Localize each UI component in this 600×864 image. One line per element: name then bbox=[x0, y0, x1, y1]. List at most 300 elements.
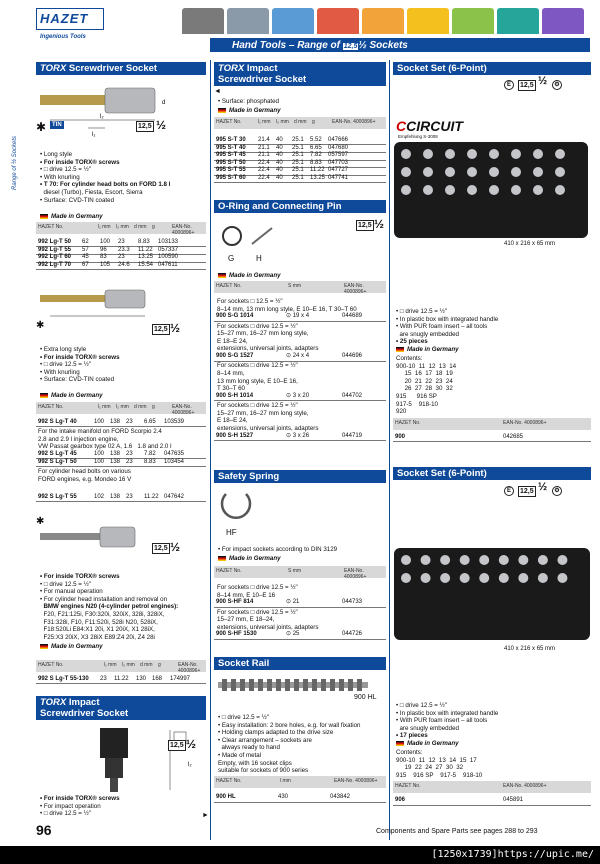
socket-clip bbox=[321, 679, 326, 691]
table-header bbox=[214, 117, 386, 129]
socket-piece bbox=[538, 555, 548, 565]
table-header bbox=[214, 281, 386, 293]
table-cell: 130 bbox=[136, 676, 147, 682]
germany-flag-icon bbox=[40, 214, 48, 219]
socket-piece bbox=[555, 185, 565, 195]
desc-line: For sockets □ drive 12.5 = ½" bbox=[217, 322, 298, 330]
feature-line: • In plastic box with integrated handle bbox=[396, 315, 499, 323]
desc-line: For sockets □ 12.5 = ½" bbox=[217, 298, 283, 305]
feature-line: • □ drive 12.5 = ½" bbox=[40, 361, 91, 369]
table-header bbox=[393, 781, 591, 793]
table-cell: 995 S-T 45 bbox=[216, 152, 246, 159]
table-header-cell: g bbox=[158, 662, 161, 668]
table-cell: 11.22 bbox=[138, 246, 153, 253]
table-cell: 992 S Lg-T 50 bbox=[38, 458, 77, 465]
fraction-label-3: ½ bbox=[170, 540, 181, 554]
germany-flag-icon bbox=[396, 741, 404, 746]
table-header-cell: HAZET No. bbox=[395, 419, 421, 426]
socket-clip bbox=[276, 679, 281, 691]
desc-line: extensions, universal joints, adapters bbox=[217, 425, 319, 432]
table-cell: 174997 bbox=[170, 676, 191, 682]
feature-line: BMW engines N20 (4-cylinder petrol engines): bbox=[40, 603, 179, 611]
table-row bbox=[393, 797, 591, 805]
row-rule bbox=[214, 607, 386, 608]
oring-header bbox=[214, 200, 386, 213]
feature-line: • Made of metal bbox=[218, 752, 262, 759]
fraction-label: ½ bbox=[538, 75, 548, 87]
socket-piece bbox=[518, 555, 528, 565]
feature-line: • Clear arrangement – sockets are bbox=[218, 736, 312, 744]
row-rule bbox=[214, 400, 386, 401]
row-rule bbox=[214, 639, 386, 640]
socket-set-1-image bbox=[394, 140, 590, 240]
oring-label-h: H bbox=[256, 254, 262, 263]
safety-spring-label: HF bbox=[226, 528, 237, 537]
socket-piece bbox=[499, 555, 509, 565]
row-rule bbox=[36, 501, 206, 502]
socket-piece bbox=[518, 573, 528, 583]
impact-socket-title-line2: Screwdriver Socket bbox=[218, 74, 307, 85]
impact-title-line1: Impact bbox=[66, 697, 100, 708]
table-cell: 138 bbox=[110, 494, 121, 500]
table-cell: 6.65 bbox=[144, 419, 156, 425]
table-header-cell: g bbox=[152, 224, 155, 230]
socket-clip bbox=[312, 679, 317, 691]
note-line: For the intake manifold on FORD Scorpio 2.4 bbox=[38, 428, 162, 435]
table-cell: 13.25 bbox=[138, 254, 154, 261]
made-in-text: Made in Germany bbox=[407, 346, 459, 353]
feature-line: F20, F21:125i, F30:320i, 320iX, 328i, 328iX, bbox=[40, 611, 165, 618]
table-header-cell: l₁ mm bbox=[104, 662, 117, 668]
feature-line: are snugly embedded bbox=[396, 330, 459, 338]
table-cell: 8.83 bbox=[144, 458, 156, 465]
table-cell: ⊙ 19 x 4 bbox=[286, 313, 310, 320]
gear-icon: ⚙ bbox=[552, 486, 562, 496]
table-cell: 047642 bbox=[164, 494, 185, 500]
title-fraction: ½ bbox=[358, 40, 367, 51]
table-header-cell: S mm bbox=[288, 568, 302, 574]
category-tab bbox=[407, 8, 449, 34]
table-header-cell: HAZET No. bbox=[216, 778, 242, 784]
table-cell: 900 S-H 1527 bbox=[216, 432, 254, 439]
ergonomic-badge: E bbox=[504, 486, 514, 496]
table-cell: 103539 bbox=[164, 419, 185, 425]
socket-piece bbox=[479, 573, 489, 583]
socket-clip bbox=[258, 679, 263, 691]
table-cell: 992 S Lg-T 55-130 bbox=[38, 676, 89, 682]
table-cell: 900 HL bbox=[216, 794, 236, 800]
socket-piece bbox=[511, 167, 521, 177]
feature-line: • With PUR foam insert – all tools bbox=[396, 717, 488, 725]
drive-badge-text: 12,5 bbox=[138, 123, 152, 130]
table-cell: 047666 bbox=[328, 137, 349, 143]
table-header-cell: d mm bbox=[134, 404, 147, 410]
feature-line: • In plastic box with integrated handle bbox=[396, 709, 499, 717]
socket-piece bbox=[489, 167, 499, 177]
circuit-sub: Empfehlung S-3008 bbox=[398, 134, 438, 139]
table-cell: 044689 bbox=[342, 313, 363, 320]
desc-line: extensions, universal joints, adapters bbox=[217, 623, 319, 631]
made-in-germany bbox=[40, 392, 103, 400]
table-cell: 7.82 bbox=[310, 152, 322, 159]
table-header-cell: HAZET No. bbox=[216, 283, 242, 289]
table-header-cell: HAZET No. bbox=[38, 224, 64, 230]
socket-clip bbox=[330, 679, 335, 691]
table-header-cell: g bbox=[312, 119, 315, 125]
drive-badge-3-text: 12,5 bbox=[154, 545, 168, 552]
contents-line: 19 22 24 27 30 32 bbox=[396, 764, 464, 772]
socket-piece bbox=[557, 573, 567, 583]
tagline: Ingenious Tools bbox=[40, 34, 86, 40]
table-cell: 047703 bbox=[328, 159, 349, 166]
fraction-label: ½ bbox=[538, 481, 548, 493]
desc-line: For sockets □ drive 12.5 = ½" bbox=[217, 608, 298, 616]
table-cell: 100 bbox=[100, 239, 111, 245]
feature-line: • For inside TORX® screws bbox=[40, 795, 120, 802]
table-cell: 047741 bbox=[328, 175, 349, 181]
feature-line: • For inside TORX® screws bbox=[40, 353, 120, 361]
table-cell: 40 bbox=[276, 152, 283, 159]
table-header-cell: S mm bbox=[288, 283, 302, 289]
page-number: 96 bbox=[36, 822, 52, 838]
table-cell: 044702 bbox=[342, 392, 363, 399]
table-cell: 995 S-T 60 bbox=[216, 175, 246, 181]
feature-line: • For impact operation bbox=[40, 802, 101, 810]
arrow-left-icon: ◄ bbox=[214, 88, 221, 95]
socket-set-2-header bbox=[393, 467, 591, 480]
table-header bbox=[36, 660, 206, 672]
table-header-cell: EAN-No. 4000896+ bbox=[503, 783, 547, 790]
table-header-cell: l mm bbox=[280, 778, 291, 784]
made-in-germany bbox=[40, 643, 103, 651]
table-cell: 13.25 bbox=[310, 175, 326, 181]
table-cell: ⊙ 3 x 20 bbox=[286, 392, 310, 399]
section-title: Screwdriver Socket bbox=[66, 63, 158, 74]
feature-line: • Surface: phosphated bbox=[218, 98, 279, 105]
table-header-cell: EAN-No. 4000896+ bbox=[334, 778, 378, 784]
contents-label: Contents: bbox=[396, 749, 423, 756]
table-cell: 24.6 bbox=[118, 261, 130, 268]
table-header-cell: l₂ mm bbox=[116, 224, 129, 230]
feature-line: • 25 pieces bbox=[396, 338, 428, 346]
desc-line: extensions, universal joints, adapters bbox=[217, 345, 319, 353]
drive-badge-4 bbox=[168, 740, 186, 751]
feature-line: • □ drive 12.5 = ½" bbox=[218, 714, 269, 721]
table-cell: 900 S-G 1014 bbox=[216, 313, 254, 320]
feature-line: • Surface: CVD-TIN coated bbox=[40, 376, 115, 384]
desc-line: E 18–E 24, bbox=[217, 417, 248, 425]
drive-badge-5-text: 12,5 bbox=[358, 222, 372, 229]
table-cell: 23 bbox=[126, 494, 133, 500]
table-cell: 430 bbox=[278, 794, 289, 800]
socket-piece bbox=[401, 185, 411, 195]
table-row bbox=[214, 631, 386, 639]
feature-line: Empty, with 16 socket clips bbox=[218, 759, 292, 767]
feature-line: F18:520Li E84:X1 20i, X1 20iX, X1 28iX, bbox=[40, 626, 155, 634]
table-header-cell: EAN-No. 4000896+ bbox=[344, 568, 367, 580]
table-header-cell: l₁ mm bbox=[98, 224, 111, 230]
drive-badge-2-text: 12,5 bbox=[154, 326, 168, 333]
socket-rail-header bbox=[214, 657, 386, 670]
socket-set-1-size: 410 x 216 x 65 mm bbox=[504, 241, 556, 247]
note-line: For cylinder head bolts on various bbox=[38, 468, 131, 475]
torx-brand: TORX bbox=[40, 63, 67, 74]
table-header-cell: EAN-No. 4000896+ bbox=[178, 662, 201, 674]
table-cell: 057597 bbox=[328, 152, 349, 159]
table-cell: 8.83 bbox=[138, 239, 150, 245]
table-cell: 83 bbox=[100, 254, 107, 261]
table-cell: 047680 bbox=[328, 144, 349, 151]
made-in-text: Made in Germany bbox=[229, 555, 281, 562]
feature-line: • Extra long style bbox=[40, 346, 87, 353]
desc-line: 8–14 mm, 13 mm long style, E 10–E 16, T 30–T 60 bbox=[217, 305, 357, 313]
desc-line: 13 mm long style, E 10–E 16, bbox=[217, 377, 298, 385]
table-cell: 15.54 bbox=[138, 261, 154, 268]
socket-piece bbox=[479, 555, 489, 565]
table-cell: 62 bbox=[82, 239, 89, 245]
germany-flag-icon bbox=[40, 393, 48, 398]
table-cell: 23 bbox=[126, 458, 133, 465]
made-in-germany bbox=[218, 555, 281, 563]
made-in-germany bbox=[40, 213, 103, 221]
feature-line: always ready to hand bbox=[218, 744, 280, 752]
socket-clip bbox=[303, 679, 308, 691]
desc-line: 15–27 mm, 16–27 mm long style, bbox=[217, 409, 309, 417]
socket-set-2-title: Socket Set (6-Point) bbox=[397, 468, 487, 479]
table-cell: 047611 bbox=[158, 261, 178, 268]
socket-set-1-title: Socket Set (6-Point) bbox=[397, 63, 487, 74]
table-cell: 995 S-T 50 bbox=[216, 159, 246, 166]
socket-piece bbox=[440, 555, 450, 565]
row-rule bbox=[36, 269, 206, 270]
socket-piece bbox=[445, 167, 455, 177]
footer-note: Components and Spare Parts see pages 288 to 293 bbox=[376, 828, 538, 835]
table-cell: 45 bbox=[82, 254, 89, 261]
socket-clip bbox=[357, 679, 362, 691]
torx-impact-screwdriver-header bbox=[36, 696, 206, 720]
row-rule bbox=[214, 361, 386, 362]
table-header bbox=[36, 222, 206, 234]
oring-label-g: G bbox=[228, 254, 235, 263]
desc-line: T 30–T 60 bbox=[217, 385, 245, 393]
feature-line: • 17 pieces bbox=[396, 732, 428, 740]
socket-piece bbox=[489, 149, 499, 159]
fraction-label: ½ bbox=[156, 118, 167, 132]
table-header bbox=[214, 776, 386, 788]
table-cell: 11.22 bbox=[310, 167, 325, 174]
contents-line: 20 21 22 23 24 bbox=[396, 377, 453, 385]
table-cell: 96 bbox=[100, 246, 107, 253]
table-cell: 25.1 bbox=[292, 167, 304, 174]
torx-extra-long-image bbox=[40, 286, 170, 336]
ergonomic-badge: E bbox=[504, 80, 514, 90]
feature-line: • Long style bbox=[40, 151, 73, 158]
table-header-cell: EAN-No. 4000896+ bbox=[344, 283, 367, 295]
page-title-text: Hand Tools – Range of bbox=[232, 40, 343, 51]
contents-line: 920 bbox=[396, 408, 407, 416]
made-in-germany bbox=[396, 740, 459, 748]
table-header-cell: HAZET No. bbox=[216, 119, 242, 125]
feature-line: • Holding clamps adapted to the drive size bbox=[218, 729, 334, 737]
table-cell: 102 bbox=[94, 494, 105, 500]
svg-text:d: d bbox=[162, 100, 166, 106]
column-divider-2 bbox=[389, 60, 390, 840]
table-header-cell: HAZET No. bbox=[38, 662, 64, 668]
desc-line: 8–14 mm, E 10–E 16 bbox=[217, 591, 276, 599]
table-header-cell: l₁ mm bbox=[98, 404, 111, 410]
table-cell: 900 S-HF 814 bbox=[216, 599, 254, 606]
table-header-cell: l₂ mm bbox=[116, 404, 129, 410]
table-cell: 105 bbox=[100, 261, 111, 268]
category-tab bbox=[542, 8, 584, 34]
table-cell: 100 bbox=[94, 419, 105, 425]
category-tab bbox=[452, 8, 494, 34]
desc-line: For sockets □ drive 12.5 = ½" bbox=[217, 584, 298, 591]
torx-bmw-socket-image bbox=[40, 515, 150, 565]
table-cell: 22.4 bbox=[258, 175, 270, 181]
table-cell: 100 bbox=[94, 451, 105, 457]
table-header-cell: l₂ mm bbox=[276, 119, 289, 125]
socket-piece bbox=[421, 573, 431, 583]
drive-badge-3 bbox=[152, 543, 170, 554]
table-header-cell: EAN-No. 4000896+ bbox=[503, 419, 547, 426]
socket-clip bbox=[249, 679, 254, 691]
feature-line: • For inside TORX® screws bbox=[40, 573, 120, 580]
socket-clip bbox=[240, 679, 245, 691]
category-tab bbox=[497, 8, 539, 34]
table-cell: 23 bbox=[100, 676, 107, 682]
row-rule bbox=[214, 440, 386, 441]
contents-line: 900-10 11 12 13 14 bbox=[396, 362, 457, 370]
table-cell: 042685 bbox=[503, 433, 524, 440]
table-cell: 103133 bbox=[158, 239, 179, 245]
table-header-cell: d mm bbox=[134, 224, 147, 230]
socket-set-2-size: 410 x 216 x 65 mm bbox=[504, 646, 556, 652]
table-header bbox=[214, 566, 386, 578]
note-line: VW Passat gearbox type 02 A, 1.6 1.8 and 2.0 l bbox=[38, 443, 172, 451]
table-cell: 21.1 bbox=[258, 144, 270, 151]
contents-line: 915 916 SP 917-5 918-10 bbox=[396, 771, 483, 779]
svg-text:l₂: l₂ bbox=[100, 114, 104, 120]
feature-line: F31:328i, F10, F11:520i, 528i N20, 528iX, bbox=[40, 618, 158, 626]
table-cell: 40 bbox=[276, 175, 283, 181]
table-cell: ⊙ 21 bbox=[286, 599, 300, 606]
table-cell: 23 bbox=[126, 419, 133, 425]
note-line: FORD engines, e.g. Mondeo 16 V bbox=[38, 475, 132, 483]
made-in-germany bbox=[396, 346, 459, 354]
feature-line: suitable for sockets of 900 series bbox=[218, 767, 309, 775]
hazet-logo: HAZET bbox=[40, 11, 89, 26]
table-cell: 047727 bbox=[328, 167, 349, 174]
safety-spring-image bbox=[216, 488, 256, 524]
socket-piece bbox=[499, 573, 509, 583]
table-row bbox=[214, 433, 386, 441]
table-cell: 40 bbox=[276, 144, 283, 151]
table-cell: 8.83 bbox=[310, 159, 322, 166]
circuit-logo bbox=[396, 118, 463, 134]
arrow-right-icon: ► bbox=[202, 812, 209, 819]
table-cell: 168 bbox=[152, 676, 163, 682]
table-header bbox=[36, 402, 206, 414]
socket-piece bbox=[440, 573, 450, 583]
socket-clip bbox=[348, 679, 353, 691]
category-tab bbox=[362, 8, 404, 34]
socket-piece bbox=[467, 185, 477, 195]
table-cell: 21.4 bbox=[258, 137, 270, 143]
table-cell: 992 S Lg-T 45 bbox=[38, 451, 77, 457]
table-header-cell: g bbox=[152, 404, 155, 410]
feature-line: diesel (Turbo), Fiesta, Escort, Sierra bbox=[40, 189, 143, 196]
fraction-label-2: ½ bbox=[170, 321, 181, 335]
desc-line: 8–14 mm, bbox=[217, 370, 245, 377]
table-cell: ⊙ 25 bbox=[286, 631, 300, 638]
contents-line: 900-10 11 12 13 14 15 17 bbox=[396, 756, 477, 764]
socket-rail-label: 900 HL bbox=[354, 694, 377, 701]
row-rule bbox=[393, 805, 591, 806]
table-cell: 045891 bbox=[503, 797, 524, 804]
table-cell: ⊙ 3 x 26 bbox=[286, 432, 310, 439]
table-cell: 25.1 bbox=[292, 152, 304, 159]
socket-set-2-image bbox=[394, 546, 590, 642]
impact-title-line2: Screwdriver Socket bbox=[40, 708, 129, 719]
safety-spring-title: Safety Spring bbox=[218, 471, 280, 482]
oring-title: O-Ring and Connecting Pin bbox=[218, 201, 342, 212]
column-divider-1 bbox=[210, 60, 211, 840]
svg-text:l₁: l₁ bbox=[92, 132, 96, 138]
socket-piece bbox=[401, 167, 411, 177]
fraction-label-5: ½ bbox=[374, 217, 385, 231]
feature-line: are snugly embedded bbox=[396, 724, 459, 732]
table-cell: 40 bbox=[276, 167, 283, 174]
category-tab bbox=[182, 8, 224, 34]
torx-impact-socket-image bbox=[60, 726, 200, 794]
feature-line: • For manual operation bbox=[40, 588, 103, 596]
socket-piece bbox=[555, 149, 565, 159]
table-cell: 100590 bbox=[158, 254, 179, 261]
socket-piece bbox=[555, 167, 565, 177]
drive-badge: 12,5 bbox=[520, 488, 534, 495]
table-cell: 906 bbox=[395, 797, 406, 804]
feature-line: • □ drive 12.5 = ½" bbox=[40, 810, 91, 818]
table-cell: 043842 bbox=[330, 794, 351, 800]
gear-icon: ⚙ bbox=[552, 80, 562, 90]
table-cell: 6.65 bbox=[310, 144, 322, 151]
socket-clip bbox=[231, 679, 236, 691]
table-cell: 992 Lg-T 50 bbox=[38, 239, 72, 245]
socket-piece bbox=[401, 573, 411, 583]
germany-flag-icon bbox=[218, 556, 226, 561]
feature-line: • T 70: For cylinder head bolts on FORD 1.8 l bbox=[40, 181, 171, 189]
page-title bbox=[232, 40, 408, 51]
made-in-germany bbox=[218, 272, 281, 280]
sidebar-label: Range of ½ Sockets bbox=[12, 135, 18, 190]
desc-line: 15–27 mm, 16–27 mm long style, bbox=[217, 330, 309, 338]
table-cell: 40 bbox=[276, 137, 283, 143]
table-cell: 900 S-HF 1530 bbox=[216, 631, 257, 638]
table-row bbox=[214, 393, 386, 401]
germany-flag-icon bbox=[40, 644, 48, 649]
table-cell: 992 Lg-T 55 bbox=[38, 246, 72, 253]
table-cell: ⊙ 24 x 4 bbox=[286, 353, 310, 359]
made-in-text: Made in Germany bbox=[407, 740, 459, 747]
table-cell: 23 bbox=[126, 451, 133, 457]
table-header-cell: HAZET No. bbox=[216, 568, 242, 574]
torx-brand-2: TORX bbox=[40, 697, 67, 708]
table-header-cell: EAN-No. 4000896+ bbox=[172, 224, 195, 236]
feature-line: • With PUR foam insert – all tools bbox=[396, 323, 488, 331]
contents-line: 26 27 28 30 32 bbox=[396, 385, 453, 393]
table-cell: 995 S-T 55 bbox=[216, 167, 246, 174]
